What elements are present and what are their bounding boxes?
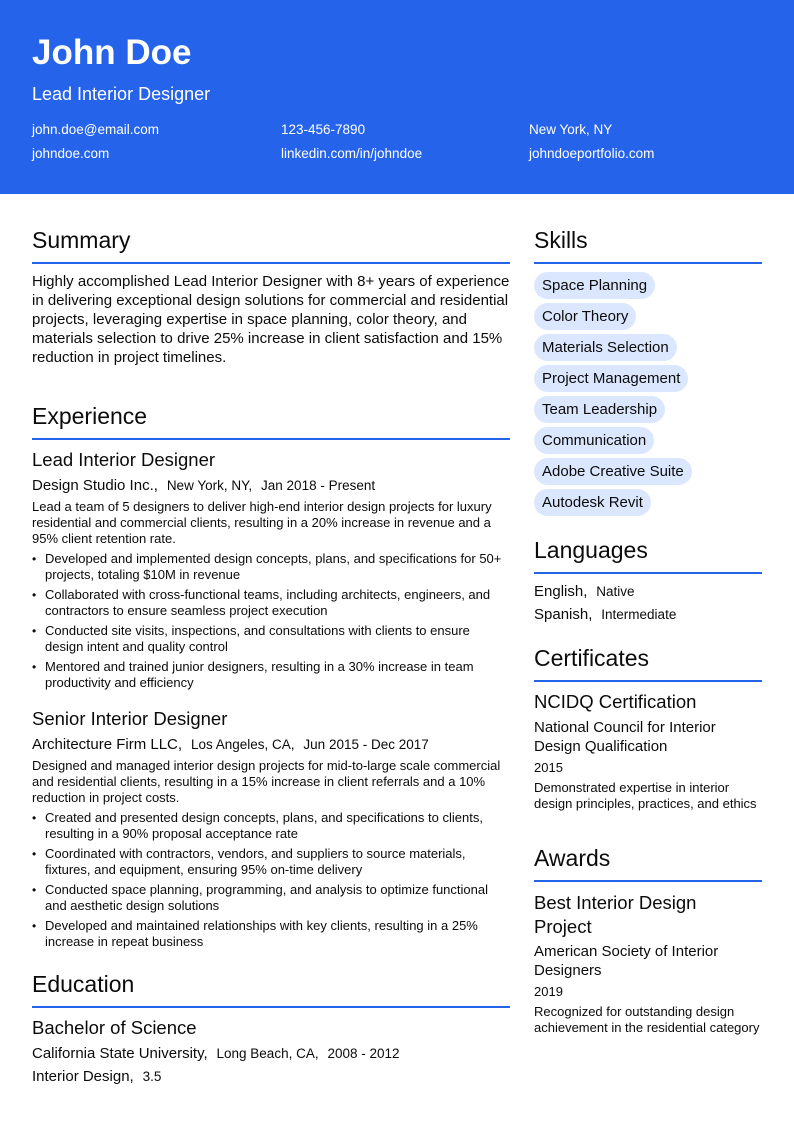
education-divider — [32, 1006, 510, 1008]
skill-chip: Team Leadership — [534, 396, 665, 423]
skills-heading: Skills — [534, 227, 588, 253]
experience-divider — [32, 438, 510, 440]
certificate-name: NCIDQ Certification — [534, 691, 697, 712]
award-name: Best Interior Design Project — [534, 892, 697, 937]
phone-number[interactable]: 123-456-7890 — [281, 122, 366, 137]
skill-chip: Project Management — [534, 365, 688, 392]
certificate-description: Demonstrated expertise in interior design principles, practices, and ethics — [534, 780, 757, 811]
portfolio-link[interactable]: johndoeportfolio.com — [529, 146, 655, 161]
candidate-name: John Doe — [32, 33, 192, 72]
language-row: Spanish, Intermediate — [534, 606, 677, 623]
certificates-heading: Certificates — [534, 645, 650, 671]
gpa-value: 3.5 — [142, 1069, 162, 1084]
language-name: English — [534, 583, 584, 600]
award-description: Recognized for outstanding design achievement in the residential category — [534, 1004, 760, 1035]
job-meta: Architecture Firm LLC, Los Angeles, CA, Jun 2015 - Dec 2017 — [32, 736, 429, 753]
job-bullet-list — [32, 551, 510, 695]
skill-chip: Adobe Creative Suite — [534, 458, 692, 485]
education-heading: Education — [32, 971, 135, 997]
job-location: Los Angeles, CA — [190, 737, 291, 752]
list-item: • Mentored and trained junior designers, resulting in a 30% increase in team productivity and efficiency — [32, 659, 510, 691]
website-link[interactable]: johndoe.com — [32, 146, 110, 161]
job-bullet-list — [32, 810, 510, 954]
skill-chip: Materials Selection — [534, 334, 677, 361]
degree-name: Bachelor of Science — [32, 1017, 197, 1038]
list-item: • Coordinated with contractors, vendors, and suppliers to source materials, fixtures, and equipment, ensuring 95% on-time delivery — [32, 846, 510, 878]
company-name: Architecture Firm LLC — [32, 736, 178, 753]
skill-chip: Color Theory — [534, 303, 636, 330]
list-item: • Collaborated with cross-functional teams, including architects, engineers, and contractors to ensure seamless project execution — [32, 587, 510, 619]
summary-text: Highly accomplished Lead Interior Designer with 8+ years of experience in delivering exceptional design solutions for commercial and residential projects, leveraging expertise in space planning, color theory, and materials selection to drive 25% increase in client satisfaction and 15% reduction in project timelines. — [32, 273, 510, 366]
skills-divider — [534, 262, 762, 264]
job-dates: Jun 2015 - Dec 2017 — [303, 737, 429, 752]
list-item: • Created and presented design concepts, plans, and specifications to clients, resulting in a 90% proposal acceptance rate — [32, 810, 510, 842]
job-meta: Design Studio Inc., New York, NY, Jan 2018 - Present — [32, 477, 376, 494]
list-item: • Conducted space planning, programming, and analysis to optimize functional and aesthetic design solutions — [32, 882, 510, 914]
awards-divider — [534, 880, 762, 882]
language-name: Spanish — [534, 606, 589, 623]
field-of-study: Interior Design — [32, 1068, 130, 1085]
language-level: Native — [596, 584, 635, 599]
education-field-meta: Interior Design, 3.5 — [32, 1068, 162, 1085]
education-dates: 2008 - 2012 — [327, 1046, 400, 1061]
summary-heading: Summary — [32, 227, 131, 253]
experience-heading: Experience — [32, 403, 148, 429]
linkedin-link[interactable]: linkedin.com/in/johndoe — [281, 146, 423, 161]
location-text: New York, NY — [529, 122, 613, 137]
list-item: • Developed and implemented design concepts, plans, and specifications for 50+ projects, totaling $10M in revenue — [32, 551, 510, 583]
list-item: • Conducted site visits, inspections, and consultations with clients to ensure design intent and quality control — [32, 623, 510, 655]
certificate-year: 2015 — [534, 760, 563, 775]
resume-header — [0, 0, 794, 194]
certificate-issuer: National Council for Interior Design Qualification — [534, 719, 716, 755]
certificates-divider — [534, 680, 762, 682]
skill-chip: Autodesk Revit — [534, 489, 651, 516]
list-item: • Developed and maintained relationships with key clients, resulting in a 25% increase in repeat business — [32, 918, 510, 950]
company-name: Design Studio Inc. — [32, 477, 154, 494]
skill-chip: Communication — [534, 427, 654, 454]
education-meta: California State University, Long Beach, CA, 2008 - 2012 — [32, 1045, 400, 1062]
languages-divider — [534, 572, 762, 574]
skill-chip: Space Planning — [534, 272, 655, 299]
languages-heading: Languages — [534, 537, 648, 563]
job-title: Senior Interior Designer — [32, 708, 228, 729]
job-dates: Jan 2018 - Present — [261, 478, 376, 493]
job-description: Designed and managed interior design projects for mid-to-large scale commercial and residential clients, resulting in a 15% increase in client referrals and a 10% reduction in project costs. — [32, 758, 501, 805]
award-issuer: American Society of Interior Designers — [534, 943, 719, 979]
awards-heading: Awards — [534, 845, 611, 871]
language-row: English, Native — [534, 583, 635, 600]
job-title: Lead Interior Designer — [32, 449, 216, 470]
candidate-title: Lead Interior Designer — [32, 84, 211, 104]
school-location: Long Beach, CA — [216, 1046, 315, 1061]
email-link[interactable]: john.doe@email.com — [32, 122, 160, 137]
summary-divider — [32, 262, 510, 264]
award-year: 2019 — [534, 984, 563, 999]
job-location: New York, NY — [166, 478, 249, 493]
job-description: Lead a team of 5 designers to deliver high-end interior design projects for luxury residential and commercial clients, resulting in a 20% increase in revenue and a 95% client retention rate. — [32, 499, 492, 546]
school-name: California State University — [32, 1045, 204, 1062]
language-level: Intermediate — [601, 607, 677, 622]
